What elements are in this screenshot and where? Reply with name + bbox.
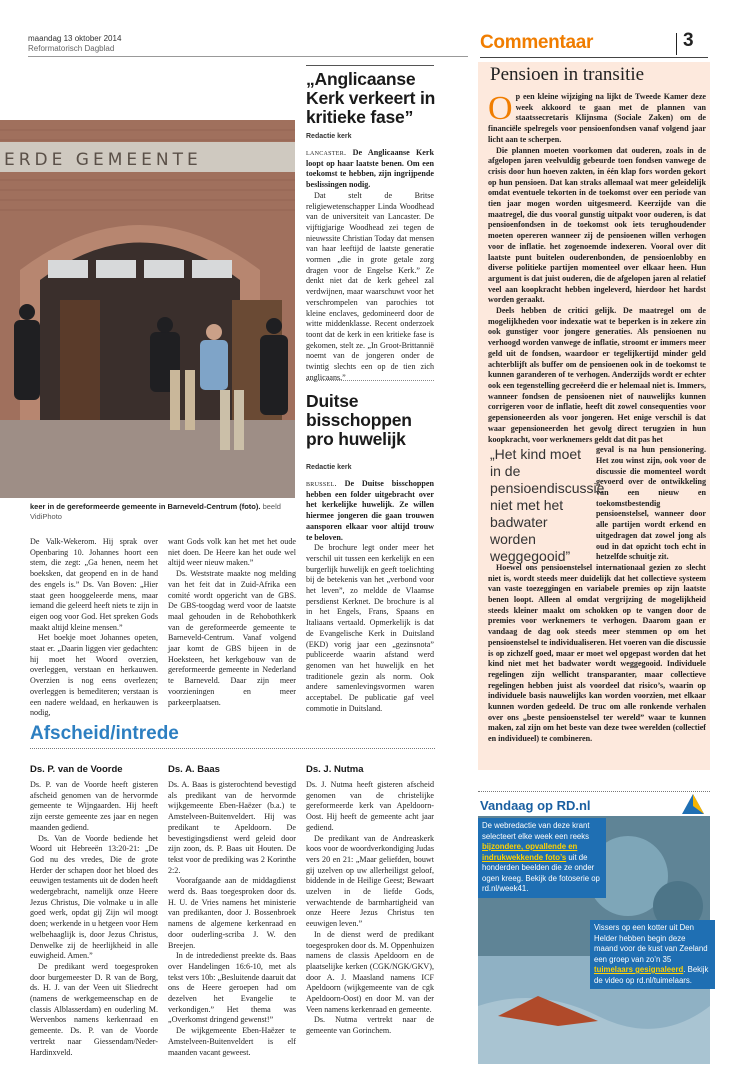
promo-text: . Bekijk de video op rd.nl/tuimelaars. [594, 965, 709, 985]
article-divider [306, 65, 434, 66]
dropcap: O [488, 92, 513, 127]
paragraph: Dat stelt de Britse religiewetenschapper Linda Woodhead van de universiteit van Lancaster. De vijftigjarige Woodhead zei tegen de nieuwssite Christian Today dat mensen van haar leeftijd de laatste generatie vormen „die in grote getale zorg dragen voor de Engelse Kerk.” Ze denkt niet dat de kerk geheel zal verdwijnen, maar waarschuwt voor het verschrompelen van parochies tot kleine enclaves, gedomineerd door de witte middenklasse. Recent onderzoek toont dat de kerk in een kritieke fase is gekomen, stelt ze. „In Groot-Brittannië noemt van de jongeren onder de twintig slechts een op de tien zich anglicaans.” [306, 190, 434, 382]
main-article-col2 [168, 537, 296, 717]
paragraph: Die plannen moeten voorkomen dat ouderen, zoals in de afgelopen jaren veelvuldig gebeurde toen fondsen vanwege de crisis door hun hoeven zakten, in één klap fors worden gekort op hun pensioen. Dat kan straks allemaal wat meer geleidelijk omdat eventuele tekorten in de toekomst over een periode van tien jaar mogen worden uitgesmeerd. Keerzijde van die maatregel, die dus vooral gunstig uitpakt voor ouderen, is dat pensioenfondsen in de toekomst ook iets terughoudender moeten opereren wanneer zij de pensioenen willen verhogen voor de inflatie. het zogenoemde indexeren. Vooral over dit laatste punt buitelen ouderenbonden, de pensioenlobby en diverse politieke partijen momenteel over elkaar heen. Hun argument is dat juist ouderen, die de afgelopen jaren al relatief veel aan koopkracht hebben ingeleverd, hierdoor het hardst worden geraakt. [488, 145, 706, 305]
section-title: Commentaar [480, 32, 594, 53]
section-divider [480, 57, 708, 58]
paragraph: De predikant van de Andreaskerk koos voor de woordverkondiging Judas vers 20 en 21: „Maar geliefden, bouwt gij uzelven op uw allerheiligst geloof, biddende in de Heilige Geest; Bewaart uzelven in de liefde Gods, verwachtende de barmhartigheid van onze Heere Jezus Christus ten eeuwigen leven.” [306, 833, 434, 929]
caption-text: keer in de gereformeerde gemeente in Barneveld-Centrum (foto). [30, 502, 261, 511]
anglican-body [306, 148, 434, 383]
article-divider [306, 380, 434, 381]
promo-text: Vissers op een kotter uit Den Helder hebben begin deze maand voor de kust van Zeeland een groep van zo’n 35 [594, 923, 708, 964]
rd-video-promo[interactable] [590, 920, 715, 989]
paragraph: De brochure legt onder meer het verschil uit tussen een kerkelijk en een burgerlijk huwelijk en geeft toelichting bij de betekenis van het „verbond voor het leven”, zo meldde de Vlaamse persdienst Kerknet. De brochure is al in het Engels, Frans, Spaans en Italiaans vertaald. Opmerkelijk is dat de Evangelische Kerk in Duitsland (EKD) vorig jaar een „gezinsnota” publiceerde waarin afstand werd genomen van het huwelijk en het traditionele gezin als norm. Ook andere samenlevingsvormen waren acceptabel. De publicatie gaf veel commotie in Duitsland. [306, 543, 434, 713]
minister-name: Ds. J. Nutma [306, 764, 364, 775]
paragraph: Ds. Nutma vertrekt naar de gemeente van Gorinchem. [306, 1015, 434, 1036]
paper-name: Reformatorisch Dagblad [28, 44, 115, 53]
photo-caption [30, 502, 295, 522]
promo-text: De webredactie van deze krant selecteert elke week een reeks [482, 821, 590, 841]
header-divider [28, 56, 468, 57]
promo-text: uit de honderden beelden die ze onder ogen kreeg. Bekijk de fotoserie op rd.nl/week41. [482, 852, 600, 893]
afscheid-title: Afscheid/intrede [30, 723, 179, 744]
paragraph: De predikant werd toegesproken door burgemeester D. R van de Borg, ds. H. J. van der Veen uit Sliedrecht (namens de werkgemeenschap en de classis Alblasserdam) en ouderling M. Wervenbos namens kerkenraad en gemeente. Ds. P. van de Voorde vertrekt naar Giessendam/Neder-Hardinxveld. [30, 961, 158, 1057]
main-article-col1 [30, 537, 158, 717]
page-number: 3 [683, 30, 694, 51]
paragraph: Ds. A. Baas is gisterochtend bevestigd als predikant van de hervormde wijkgemeente Eben-Haëzer (b.a.) te Amstelveen-Buitenveldert. Hij was predikant te Apeldoorn. De bevestigingsdienst werd geleid door zijn zoon, ds. P. Baas uit Houten. De tekst voor de prediking was 2 Korinthe 2:2. [168, 780, 296, 875]
duitse-headline: Duitse bisschoppen pro huwelijk [306, 391, 412, 449]
paragraph: want Gods volk kan het met het oude niet doen. De Heere kan het oude wel altijd weer nieuw maken.” [168, 537, 296, 568]
rd-title: Vandaag op RD.nl [480, 798, 591, 813]
anglican-headline: „Anglicaanse Kerk verkeert in kritieke fase” [306, 69, 436, 127]
paragraph: In de intrededienst preekte ds. Baas over Handelingen 16:6-10, met als tekst vers 10b: „Besluitende daaruit dat ons de Heere geroepen had om dezelven het Evangelie te verkondigen.” Het thema was „Overkomst dringend gewenst!” [168, 951, 296, 1025]
page-number-divider [676, 33, 677, 55]
paragraph: Deels hebben de critici gelijk. De maatregel om de mogelijkheden voor indexatie wat te beperken is in zekere zin ook gunstiger voor jongere generaties. Als pensioenen nu verhoogd worden vanwege de inflatie, stroomt er immers meer geld uit de fondsen, waardoor er tegelijkertijd minder geld achterblijft als buffer om de pensioenen ook in de toekomst te kunnen garanderen of te verhogen. Anderzijds wordt er echter ook een tegenstelling gecreëerd die er helemaal niet is. Immers, wanneer fondsen de pensioenen niet of nauwelijks kunnen corrigeren voor de inflatie, heeft dit zowel consequenties voor gepensioneerden als voor jongeren. Het enige verschil is dat waar gepensioneerden het gevolg direct terugzien in hun koopkracht, voor werknemers geldt dat dit pas het [488, 306, 706, 444]
lead: De Duitse bisschoppen hebben een folder uitgebracht over het kerkelijke huwelijk. Ze willen hiermee jongeren die gaan trouwen aansporen elkaar voor altijd trouw te beloven. [306, 479, 434, 542]
paragraph: Ds. Van de Voorde bediende het Woord uit Hebreeën 13:20-21: „De God nu des vredes, Die de grote Herder der schapen door het bloed des eeuwigen testaments uit de doden heeft wedergebracht, namelijk onze Heere Jezus Christus, Die volmake u in alle goed werk, opdat gij Zijn wil moogt doen; werkende in u hetgeen voor Hem welbehaaglijk is, door Jezus Christus, Denwelke zij de heerlijkheid in alle euwigheid. Amen.” [30, 833, 158, 961]
afscheid-col3 [306, 780, 434, 1060]
rd-divider [478, 791, 710, 792]
paragraph: In de dienst werd de predikant toegesproken door ds. M. Oppenhuizen namens de classis Apeldoorn en de plaatselijke kerken (CGK/NGK/GKV), door A. J. Maasland namens ICF Apeldoorn (wijkgemeente van de cgk Apeldoorn-Oost) en door M. van der Veen namens kerkenraad en gemeente. [306, 929, 434, 1014]
paragraph: Ds. J. Nutma heeft gisteren afscheid genomen van de christelijke gereformeerde kerk van Apeldoorn-Oost. Hij heeft de gemeente acht jaar gediend. [306, 780, 434, 832]
duitse-body [306, 479, 434, 714]
photo-credit: beeld VidiPhoto [30, 502, 281, 521]
rd-logo-icon [680, 792, 706, 816]
minister-name: Ds. A. Baas [168, 764, 220, 775]
commentary-lead: p een kleine wijziging na lijkt de Tweede Kamer deze week akkoord te gaan met de plannen van staatssecretaris Klijnsma (Sociale Zaken) om de financiële spelregels voor pensioenfondsen vanaf volgend jaar licht aan te scherpen. [488, 92, 706, 144]
church-photo [0, 120, 295, 498]
paragraph: De Valk-Wekerom. Hij sprak over Openbaring 10. Johannes hoort een stem, die zegt: „Ga henen, neem het boeksken, dat geopend en in de hand des engels is.” Ds. Van Boven: „Hier staat geen hooggeleerde mens, maar iemand die geleerd heeft niets te zijn in eigen oog voor God. Het spreken Gods maakt altijd kleine mensen.” [30, 537, 158, 632]
paragraph: De wijkgemeente Eben-Haëzer te Amstelveen-Buitenveldert is elf maanden vacant geweest. [168, 1026, 296, 1057]
dateline: lancaster. [306, 148, 347, 157]
minister-name: Ds. P. van de Voorde [30, 764, 123, 775]
afscheid-col2 [168, 780, 296, 1060]
photo-series-link[interactable]: bijzondere, opvallende en indrukwekkende foto’s [482, 842, 578, 862]
afscheid-divider [30, 748, 435, 749]
paragraph: Ds. P. van de Voorde heeft gisteren afscheid genomen van de hervormde gemeente te Wijngaarden. Hij heeft zijn eerste gemeente zes jaar en negen maanden gediend. [30, 780, 158, 832]
paragraph: Hoewel ons pensioenstelsel internationaal gezien zo slecht niet is, wordt steeds meer duidelijk dat het collectieve systeem van vaste toezeggingen en variabele premies op zijn laatste benen loopt. Alleen al omdat vergrijzing de mogelijkheid steeds kleiner maakt om schokken op te vangen door de premies voor werknemers te verhogen. Daarom gaan er vandaag de dag ook steeds meer stemmen op om het pensioenstelsel te individualiseren. Het voeren van die discussie is op zichzelf goed, maar er moet wel opgepast worden dat het kind niet met het badwater wordt weggegooid. Individuele regelingen zijn wellicht transparanter, maar collectieve regelingen hebben juist als voordeel dat risico’s, waarin op individuele basis nauwelijks kan worden voorzien, met elkaar kunnen worden gedeeld. De truc om alle ronkende verhalen over ons „beste pensioenstelsel ter wereld” waar te kunnen maken, zal zijn om het beste van deze twee werelden (collectief en individueel) te combineren. [488, 562, 706, 744]
paragraph: Ds. Weststrate maakte nog melding van het feit dat in Zuid-Afrika een comité wordt opgericht van de GBS. De GBS-toogdag werd voor de laatste maal gehouden in de Rehobothkerk van de gereformeerde gemeente te Barneveld-Centrum. Vanaf volgend jaar komt de GBS bijeen in de Hoeksteen, het kerkgebouw van de gereformeerde gemeente in Nederland te Barneveld. Daar zijn meer voorzieningen en meer parkeerplaatsen. [168, 569, 296, 707]
duitse-byline: Redactie kerk [306, 464, 352, 471]
commentary-body [488, 92, 706, 767]
church-sign-text: ERDE GEMEENTE [4, 150, 202, 170]
commentary-title: Pensioen in transitie [490, 64, 645, 85]
afscheid-col1 [30, 780, 158, 1060]
anglican-byline: Redactie kerk [306, 133, 352, 140]
lead: De Anglicaanse Kerk loopt op haar laatste benen. Om een toekomst te hebben, zijn ingrijpende beslissingen nodig. [306, 148, 434, 190]
rd-photo-promo[interactable] [478, 818, 606, 898]
paragraph: Het boekje moet Johannes opeten, staat er. „Daarin liggen vier gedachten: hij moet het Woord overzien, overleggen, verstaan en herkauwen. Overzien is nog eens overlezen; overleggen is bemediteren; verstaan is een nadere weldaad, en herkauwen is nodig, [30, 633, 158, 718]
pull-quote: „Het kind moet in de pensioendiscussie niet met het badwater worden weggegooid” [490, 446, 605, 564]
dateline: brussel. [306, 479, 337, 488]
issue-date: maandag 13 oktober 2014 [28, 34, 122, 43]
paragraph: Voorafgaande aan de middagdienst werd ds. Baas toegesproken door ds. H. U. de Vries namens het ministerie van predikanten, door J. Bossenbroek namens de algemene kerkenraad en door ouderling-scriba J. W. den Breejen. [168, 876, 296, 950]
dolphins-video-link[interactable]: tuimelaars gesignaleerd [594, 965, 684, 974]
paragraph: geval is na hun pensionering. Het zou winst zijn, ook voor de discussie die momenteel wordt gevoerd over de ontwikkeling van een nieuw en toekomstbestendig pensioenstelsel, wanneer door alle partijen wordt erkend en uitgedragen dat zowel jong als oud in dat opzicht toch echt in hetzelfde schuitje zit. [596, 445, 706, 562]
